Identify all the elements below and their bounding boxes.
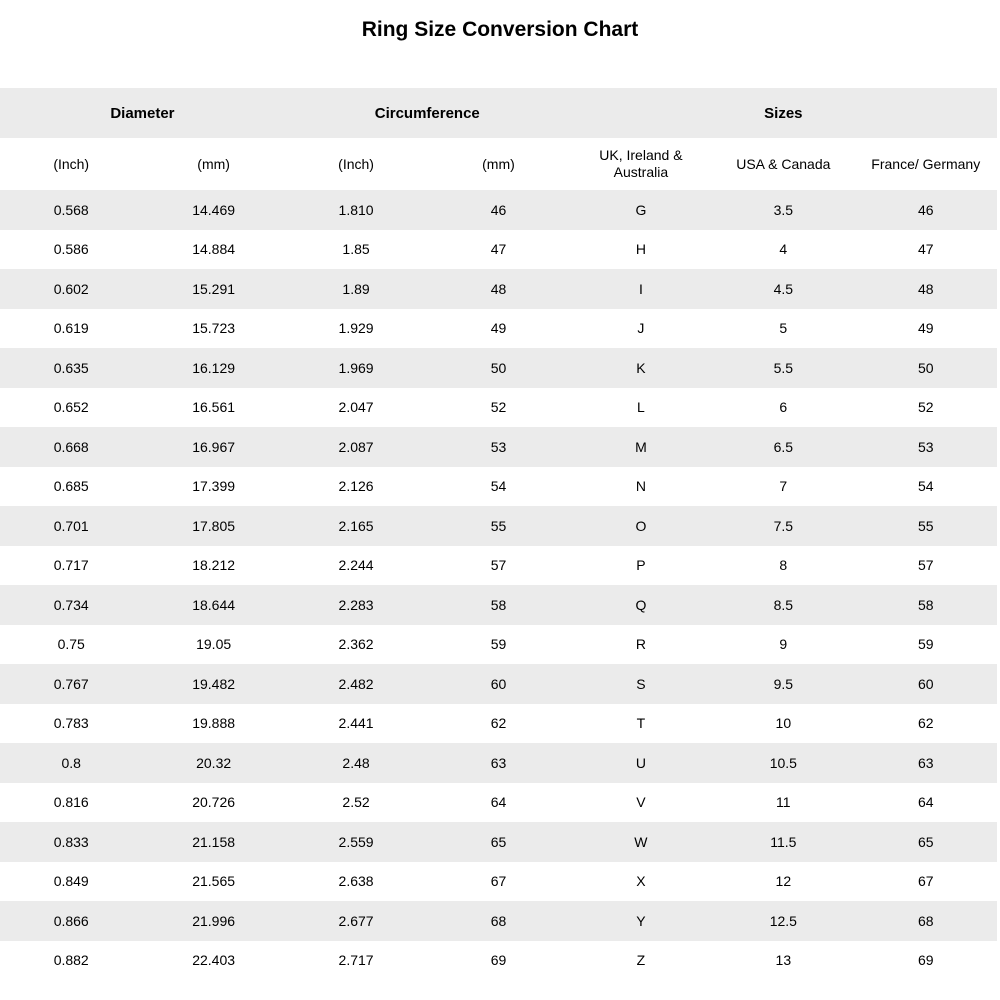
table-cell: 0.586 [53,241,89,258]
table-cell: 0.816 [53,794,89,811]
table-cell: 49 [490,320,507,337]
table-cell: 46 [917,201,934,218]
table-cell: 52 [917,399,934,416]
table-row [0,467,997,507]
table-cell: 9.5 [773,675,794,692]
table-cell: 47 [917,241,934,258]
table-cell: 2.362 [338,636,374,653]
table-cell: 11 [776,794,791,811]
table-head [0,88,997,190]
table-row [0,230,997,270]
group-header-sizes: Sizes [764,104,803,122]
table-cell: 2.047 [338,399,374,416]
table-cell: V [636,794,646,811]
table-cell: U [635,754,646,771]
table-cell: 0.635 [53,359,89,376]
table-cell: 21.565 [192,873,236,890]
table-cell: 9 [779,636,788,653]
table-cell: 21.996 [192,912,236,929]
table-cell: 5.5 [773,359,794,376]
table-cell: 0.717 [53,557,89,574]
table-cell: 22.403 [192,952,236,969]
table-cell: 58 [917,596,934,613]
table-cell: 2.283 [338,596,374,613]
table-cell: 67 [917,873,934,890]
table-cell: 0.8 [61,754,81,771]
table-cell: 0.652 [53,399,89,416]
table-cell: 50 [490,359,507,376]
table-cell: 2.638 [338,873,374,890]
table-cell: 2.48 [342,754,370,771]
table-cell: 19.482 [192,675,236,692]
table-cell: 5 [779,320,788,337]
sub-header-row [0,138,997,190]
table-cell: 60 [490,675,507,692]
table-cell: 2.52 [342,794,370,811]
table-cell: 0.849 [53,873,89,890]
table-cell: X [636,873,646,890]
table-cell: 4 [779,241,788,258]
table-cell: 2.126 [338,478,374,495]
table-cell: 62 [917,715,934,732]
table-row [0,625,997,665]
table-cell: 49 [917,320,934,337]
ring-size-table [0,88,997,980]
table-cell: 19.05 [196,636,232,653]
table-cell: 16.129 [192,359,236,376]
table-cell: N [635,478,646,495]
table-cell: 8 [779,557,788,574]
table-cell: 64 [917,794,934,811]
table-cell: 4.5 [773,280,794,297]
table-cell: 11.5 [770,833,797,850]
table-cell: 3.5 [773,201,794,218]
table-cell: M [635,438,647,455]
group-header-row [0,88,997,138]
table-row [0,901,997,941]
table-cell: 55 [917,517,934,534]
table-row [0,506,997,546]
col-header-circumference-mm: (mm) [482,155,515,172]
table-row [0,585,997,625]
table-cell: 16.561 [192,399,236,416]
table-cell: P [636,557,646,574]
table-cell: 17.805 [192,517,236,534]
table-cell: L [637,399,645,416]
table-cell: 47 [490,241,507,258]
table-row [0,941,997,981]
table-cell: 1.89 [342,280,370,297]
table-body [0,190,997,980]
table-row [0,743,997,783]
table-cell: K [636,359,646,376]
table-cell: 48 [917,280,934,297]
col-header-usa-canada: USA & Canada [736,155,831,172]
table-cell: 20.726 [192,794,236,811]
table-cell: 53 [490,438,507,455]
table-cell: 20.32 [196,754,232,771]
table-cell: 2.559 [338,833,374,850]
table-cell: 0.668 [53,438,89,455]
col-header-diameter-inch: (Inch) [53,155,90,172]
table-cell: 19.888 [192,715,236,732]
table-cell: 60 [917,675,934,692]
table-cell: T [636,715,646,732]
table-cell: 0.833 [53,833,89,850]
table-cell: 69 [490,952,507,969]
table-cell: 0.882 [53,952,89,969]
table-cell: 2.677 [338,912,374,929]
table-cell: 2.717 [338,952,374,969]
table-cell: 18.644 [192,596,236,613]
table-cell: 0.568 [53,201,89,218]
table-cell: 13 [775,952,792,969]
table-cell: 48 [490,280,507,297]
table-cell: 58 [490,596,507,613]
table-cell: H [635,241,646,258]
table-cell: 64 [490,794,507,811]
table-cell: 1.969 [338,359,374,376]
col-header-france-germany: France/ Germany [871,155,981,172]
table-cell: Q [635,596,647,613]
page-title: Ring Size Conversion Chart [361,18,639,41]
table-cell: 46 [490,201,507,218]
table-cell: 57 [490,557,507,574]
table-cell: 18.212 [192,557,236,574]
table-cell: S [636,675,646,692]
table-cell: Z [636,952,646,969]
table-row [0,704,997,744]
table-cell: 0.619 [53,320,89,337]
table-cell: 63 [917,754,934,771]
col-header-circumference-inch: (Inch) [338,155,374,172]
table-cell: 53 [917,438,934,455]
table-cell: 55 [490,517,507,534]
group-header-diameter: Diameter [110,104,175,122]
table-cell: 2.087 [338,438,374,455]
table-cell: 0.866 [53,912,89,929]
table-cell: G [635,201,647,218]
table-cell: 10 [775,715,792,732]
table-cell: 8.5 [773,596,794,613]
table-cell: 17.399 [192,478,236,495]
table-row [0,822,997,862]
table-cell: 68 [917,912,934,929]
table-cell: 0.602 [53,280,89,297]
table-cell: 0.767 [53,675,89,692]
table-cell: R [635,636,646,653]
table-cell: W [634,833,648,850]
table-cell: 6.5 [773,438,794,455]
table-cell: 16.967 [192,438,236,455]
group-header-circumference: Circumference [374,104,480,122]
table-cell: 50 [917,359,934,376]
table-cell: 65 [917,833,934,850]
table-cell: 1.929 [338,320,374,337]
table-cell: O [635,517,647,534]
table-cell: I [638,280,643,297]
table-cell: J [637,320,645,337]
col-header-uk-ireland-australia: UK, Ireland & Australia [599,147,683,180]
table-row [0,427,997,467]
table-cell: 15.723 [192,320,236,337]
table-cell: 2.441 [338,715,374,732]
table-row [0,190,997,230]
table-cell: 0.685 [53,478,89,495]
table-cell: 59 [917,636,934,653]
table-cell: 69 [917,952,934,969]
table-cell: 59 [490,636,507,653]
table-cell: 6 [779,399,788,416]
table-cell: 1.810 [338,201,374,218]
table-cell: 54 [917,478,934,495]
table-cell: 7 [779,478,788,495]
table-row [0,348,997,388]
table-cell: 2.482 [338,675,374,692]
table-cell: 68 [490,912,507,929]
table-row [0,664,997,704]
table-cell: 2.244 [338,557,374,574]
table-cell: 21.158 [192,833,236,850]
table-cell: 0.701 [53,517,89,534]
table-cell: 15.291 [192,280,236,297]
table-cell: 1.85 [342,241,370,258]
table-cell: 10.5 [769,754,797,771]
table-row [0,269,997,309]
table-row [0,309,997,349]
table-cell: 52 [490,399,507,416]
table-row [0,546,997,586]
col-header-diameter-mm: (mm) [197,155,230,172]
table-cell: 7.5 [773,517,794,534]
table-row [0,862,997,902]
table-cell: 14.884 [192,241,236,258]
table-cell: 65 [490,833,507,850]
table-cell: 54 [490,478,507,495]
table-cell: 57 [917,557,934,574]
table-row [0,388,997,428]
table-row [0,783,997,823]
table-cell: 0.734 [53,596,89,613]
table-cell: 62 [490,715,507,732]
table-cell: 12 [775,873,792,890]
table-cell: 63 [490,754,507,771]
table-cell: 0.783 [53,715,89,732]
table-cell: 14.469 [192,201,236,218]
table-cell: Y [636,912,646,929]
table-cell: 67 [490,873,507,890]
table-cell: 12.5 [769,912,797,929]
table-cell: 2.165 [338,517,374,534]
table-cell: 0.75 [57,636,85,653]
